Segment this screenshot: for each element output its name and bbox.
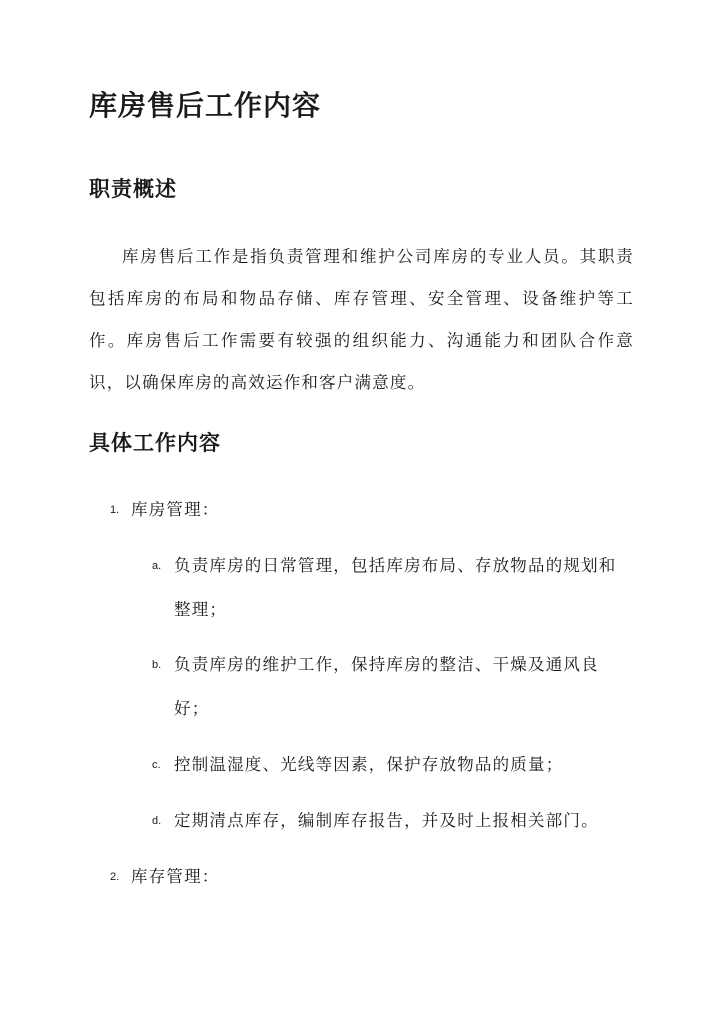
section-heading-overview: 职责概述: [89, 176, 177, 201]
overview-paragraph: 库房售后工作是指负责管理和维护公司库房的专业人员。其职责包括库房的布局和物品存储、库存管理、安全管理、设备维护等工作。库房售后工作需要有较强的组织能力、沟通能力和团队合作意识，以确保库房的高效运作和客户满意度。: [89, 247, 634, 392]
sub-item-c: [152, 743, 632, 787]
sub-item-d: [152, 799, 632, 843]
sub-list-marker: d.: [152, 815, 162, 827]
sub-item-text: 负责库房的维护工作，保持库房的整洁、干燥及通风良好；: [174, 655, 599, 718]
section-heading-work-content: 具体工作内容: [89, 430, 221, 455]
sub-item-text: 控制温湿度、光线等因素，保护存放物品的质量；: [174, 755, 564, 774]
list-marker: 1.: [110, 504, 120, 516]
list-item-text: 库存管理：: [131, 867, 220, 886]
document-title: 库房售后工作内容: [89, 89, 322, 122]
list-item-text: 库房管理：: [131, 500, 220, 519]
sub-list-marker: a.: [152, 560, 162, 572]
sub-list-marker: b.: [152, 659, 162, 671]
sub-item-text: 负责库房的日常管理，包括库房布局、存放物品的规划和整理；: [174, 556, 617, 619]
sub-item-b: [152, 643, 632, 731]
list-marker: 2.: [110, 871, 120, 883]
sub-item-text: 定期清点库存，编制库存报告，并及时上报相关部门。: [174, 811, 599, 830]
sub-list-marker: c.: [152, 759, 161, 771]
sub-item-a: [152, 544, 632, 632]
